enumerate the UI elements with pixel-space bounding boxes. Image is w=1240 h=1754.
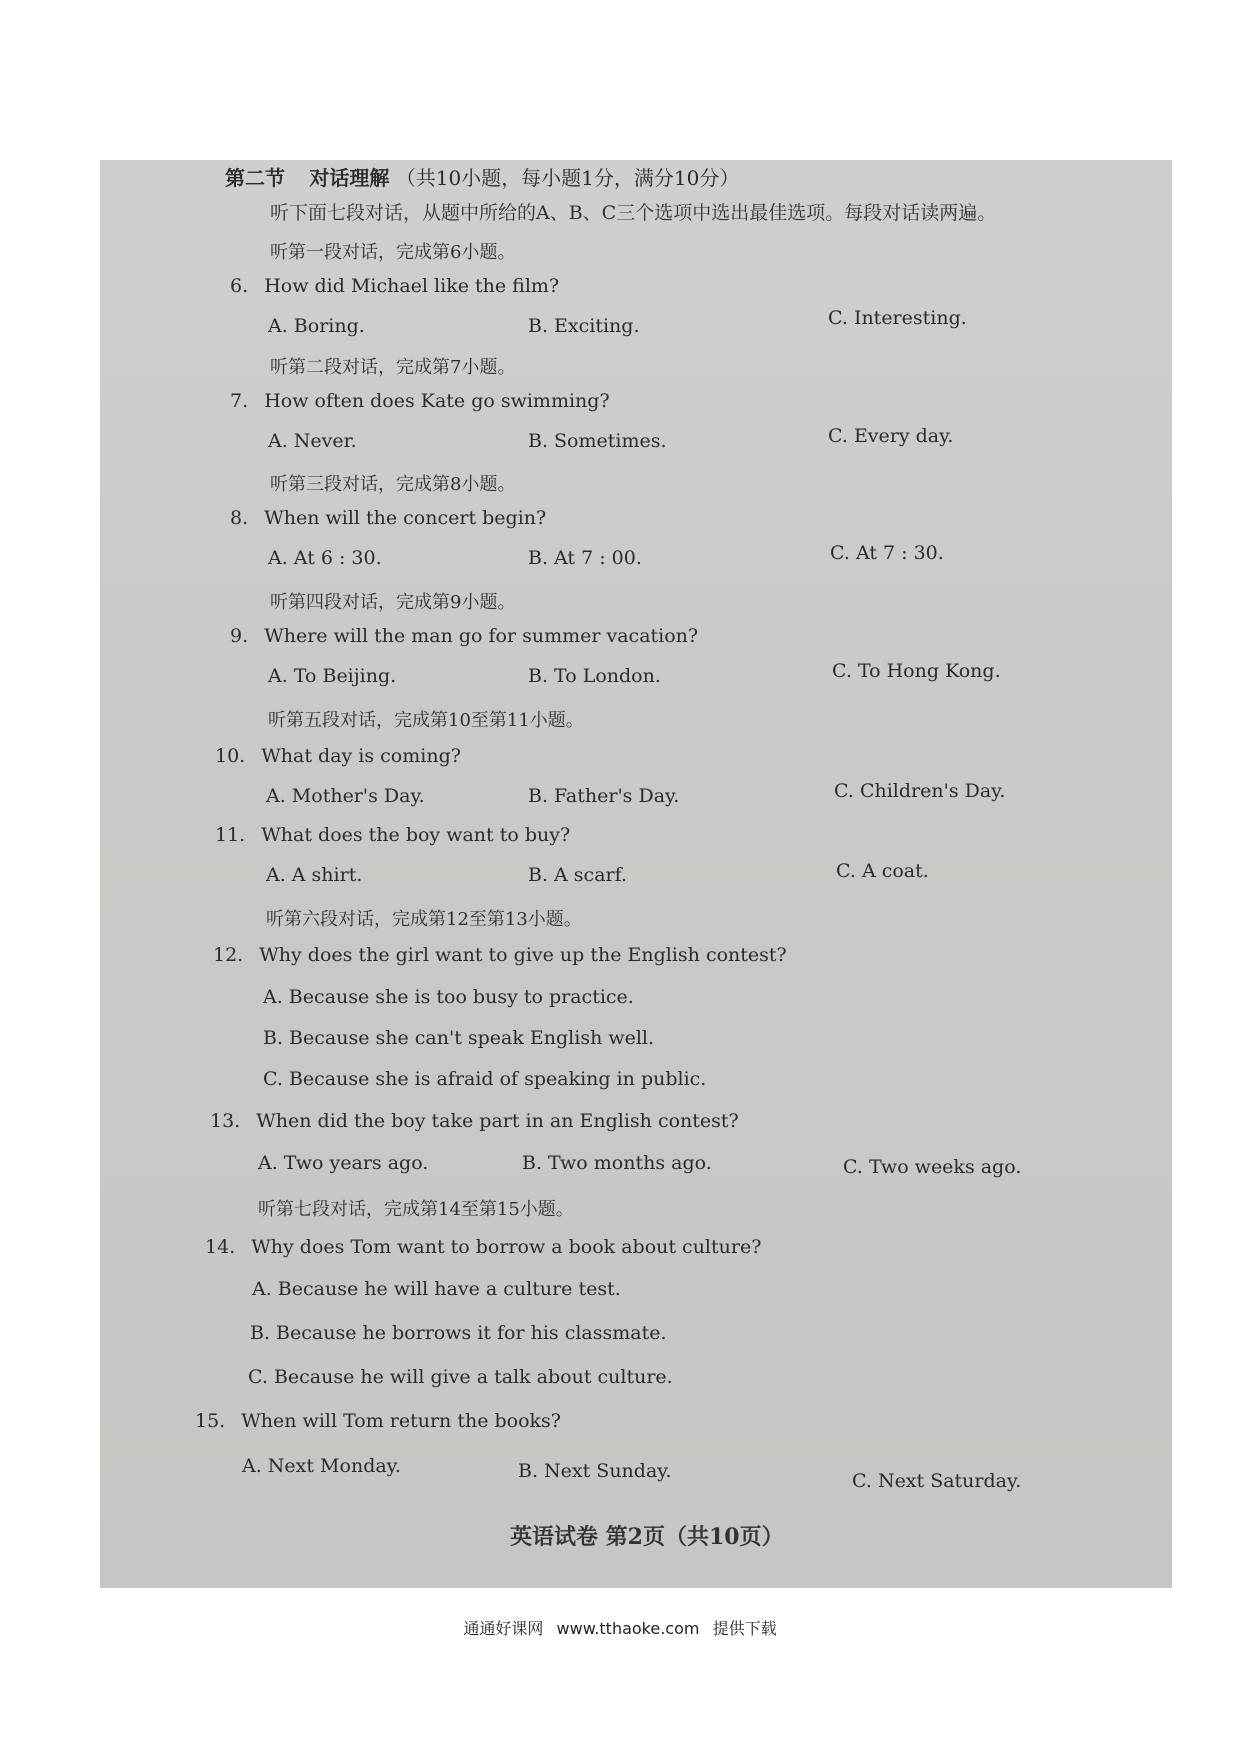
option-c: C. Because he will give a talk about culture. [248,1366,673,1388]
option-c: C. Two weeks ago. [843,1156,1022,1178]
question-9 [230,625,698,647]
question-10 [215,745,461,767]
question-text: How did Michael like the film? [264,275,560,297]
option-b: B. A scarf. [528,864,627,886]
option-a: A. Because she is too busy to practice. [263,986,634,1008]
dialogue-lead: 听第二段对话，完成第7小题。 [270,357,516,378]
option-c: C. Children's Day. [834,780,1006,802]
option-a: A. Never. [268,430,357,452]
option-c: C. To Hong Kong. [832,660,1001,682]
option-b: B. Father's Day. [528,785,680,807]
question-8 [230,507,546,529]
dialogue-lead: 听第一段对话，完成第6小题。 [270,242,516,263]
option-c: C. Every day. [828,425,954,447]
question-text: Why does Tom want to borrow a book about culture? [251,1236,762,1258]
question-14 [205,1236,761,1258]
question-text: When will the concert begin? [264,507,547,529]
dialogue-lead: 听第七段对话，完成第14至第15小题。 [258,1199,574,1220]
question-text: What day is coming? [261,745,461,767]
question-number: 11. [215,824,246,846]
section-note: （共10小题，每小题1分，满分10分） [395,166,740,190]
option-a: A. Mother's Day. [266,785,425,807]
option-b: B. Because she can't speak English well. [263,1027,655,1049]
watermark-suffix: 提供下载 [712,1619,777,1638]
watermark-url: www.tthaoke.com [556,1619,700,1638]
option-b: B. Exciting. [528,315,640,337]
section-instruction: 听下面七段对话，从题中所给的A、B、C三个选项中选出最佳选项。每段对话读两遍。 [270,202,997,224]
question-text: When will Tom return the books? [241,1410,561,1432]
question-15 [195,1410,561,1432]
option-a: A. To Beijing. [268,665,397,687]
watermark-site: 通通好课网 [463,1619,544,1638]
question-number: 9. [230,625,249,647]
section-name: 对话理解 [309,166,390,190]
exam-page-photo [100,160,1172,1588]
question-text: How often does Kate go swimming? [264,390,610,412]
option-c: C. Because she is afraid of speaking in public. [263,1068,707,1090]
question-6 [230,275,559,297]
question-number: 15. [195,1410,226,1432]
option-b: B. At 7 : 00. [528,547,642,569]
option-a: A. Next Monday. [242,1455,401,1477]
option-a: A. At 6 : 30. [268,547,382,569]
source-watermark [0,1616,1240,1639]
option-a: A. Because he will have a culture test. [252,1278,621,1300]
question-number: 13. [210,1110,241,1132]
option-b: B. Two months ago. [522,1152,712,1174]
dialogue-lead: 听第三段对话，完成第8小题。 [270,474,516,495]
question-number: 14. [205,1236,236,1258]
question-11 [215,824,570,846]
dialogue-lead: 听第五段对话，完成第10至第11小题。 [268,710,584,731]
question-13 [210,1110,739,1132]
option-c: C. A coat. [836,860,929,882]
option-a: A. Two years ago. [258,1152,429,1174]
section-title [225,162,739,191]
question-number: 10. [215,745,246,767]
question-text: Where will the man go for summer vacation? [264,625,699,647]
option-a: A. Boring. [268,315,365,337]
dialogue-lead: 听第六段对话，完成第12至第13小题。 [266,909,582,930]
option-b: B. Next Sunday. [518,1460,672,1482]
question-number: 8. [230,507,249,529]
option-b: B. Because he borrows it for his classmate. [250,1322,667,1344]
option-c: C. Interesting. [828,307,967,329]
option-b: B. Sometimes. [528,430,667,452]
section-label: 第二节 [225,166,285,190]
option-b: B. To London. [528,665,661,687]
option-a: A. A shirt. [266,864,363,886]
question-text: Why does the girl want to give up the English contest? [259,944,787,966]
question-7 [230,390,610,412]
question-number: 7. [230,390,249,412]
question-text: What does the boy want to buy? [261,824,571,846]
question-12 [213,944,787,966]
option-c: C. At 7 : 30. [830,542,944,564]
page-number-footer: 英语试卷 第2页（共10页） [510,1524,784,1550]
question-text: When did the boy take part in an English contest? [256,1110,739,1132]
question-number: 12. [213,944,244,966]
question-number: 6. [230,275,249,297]
dialogue-lead: 听第四段对话，完成第9小题。 [270,592,516,613]
option-c: C. Next Saturday. [852,1470,1022,1492]
